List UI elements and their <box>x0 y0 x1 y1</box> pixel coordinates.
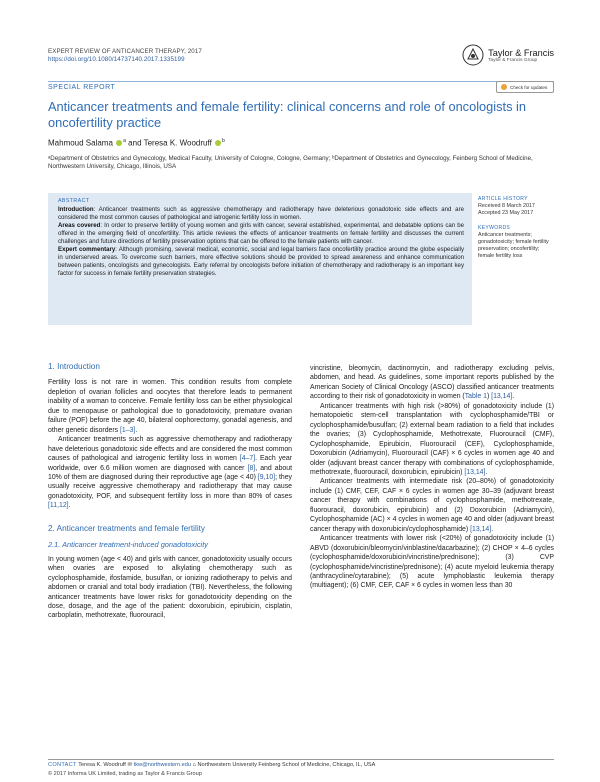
citation-link[interactable]: [8] <box>247 464 256 472</box>
accepted-date: Accepted 23 May 2017 <box>478 210 534 217</box>
abstract-expert: : Although promising, several medical, economic, social and legal barriers face oncofertility practice around the globe especially in underserved areas. To overcome such barriers, more effective solutions should be provided to spread awareness and enhance communication between patients, oncologists and gynecologists. Early referral by oncologists before initiation of chemotherapy and radiotherapy is an important key factor for success in female fertility preservation strategies. <box>58 245 464 277</box>
header-rule <box>48 81 554 82</box>
abstract-label: ABSTRACT <box>58 198 90 204</box>
publisher-emblem-icon <box>462 44 484 66</box>
history-label: ARTICLE HISTORY <box>478 196 528 202</box>
publisher-group: Taylor & Francis Group <box>488 57 538 63</box>
author-2-affil: b <box>222 138 225 144</box>
subsection-heading-2-1: 2.1. Anticancer treatment-induced gonadotoxicity <box>48 540 208 550</box>
author-and: and <box>128 138 142 148</box>
doi-link[interactable]: https://doi.org/10.1080/14737140.2017.1335199 <box>48 56 185 63</box>
footer-rule <box>48 759 554 760</box>
paragraph: In young women (age < 40) and girls with cancer, gonadotoxicity usually occurs when ovaries are exposed to alkylating chemotherapy such as cyclophosphamide, ifosfamide, busulfan, or ionizing radiotherapy to pelvis and abdomen or cranial and total body irradiation (TBI). Nevertheless, the following anticancer treatments have lower risks for gonadotoxicity depending on the dose, dosage, and the age of the patient: doxorubicin, epirubicin, cisplatin, carboplatin, methotrexate, fluorouracil, <box>48 555 292 620</box>
citation-link[interactable]: [13,14] <box>491 393 513 401</box>
email-icon: ✉ <box>127 762 133 768</box>
contact-name: Teresa K. Woodruff <box>78 762 126 768</box>
covered-label: Areas covered <box>58 221 101 229</box>
section-label: SPECIAL REPORT <box>48 84 116 91</box>
author-1-affil: a <box>123 138 126 144</box>
citation-link[interactable]: [4–7] <box>239 455 256 463</box>
abstract-covered: : In order to preserve fertility of young women and girls with cancer, several established, experimental, and debatable options can be offered in the emerging field of oncofertility. This article reviews the effects of anticancer treatments on female fertility and discusses the current challenges and future directions of fertility preservation options that can be offered to the female patients with cancer. <box>58 221 464 245</box>
citation-link[interactable]: [11,12] <box>48 502 69 510</box>
body-right-column <box>310 364 554 591</box>
abstract <box>58 198 464 278</box>
author-2: Teresa K. Woodruff <box>143 138 212 148</box>
paragraph: Anticancer treatments with high risk (>80%) of gonadotoxicity include (1) hematopoietic stem-cell transplantation with cyclophosphamide/TBI or cyclophosphamide/busulfan; (2) external beam radiation to a field that includes the ovaries; (3) Cyclophosphamide, Methotrexate, Fluorouracil (CMF), Cyclophosphamide, Epirubicin, Fluorouracil (CEF), Cyclophosphamide, Doxorubicin (Adriamycin), Fluorouracil (CAF) × 6 cycles in women age 40 and older (adjuvant breast cancer therapy with combinations of cyclophosphamide, methotrexate, fluorouracil, doxorubicin, epirubicin) [13,14]. <box>310 402 554 476</box>
updates-icon <box>501 84 507 90</box>
journal-header <box>48 48 202 64</box>
orcid-icon[interactable] <box>116 140 122 146</box>
citation-link[interactable]: [1–3] <box>120 426 136 434</box>
paragraph: vincristine, bleomycin, dactinomycin, and radiotherapy excluding pelvis, abdomen, and head. As guidelines, some important reports published by the American Society of Clinical Oncology (ASCO) classified anticancer treatments according to their risk of gonadotoxicity in women (Table 1) [13,14]. <box>310 365 554 401</box>
abstract-intro: : Anticancer treatments such as aggressive chemotherapy and radiotherapy have deleterious gonadotoxic side effects and are considered the most common causes of pathological and iatrogenic fertility loss in women. <box>58 205 464 221</box>
paragraph: Anticancer treatments such as aggressive chemotherapy and radiotherapy have deleterious gonadotoxic side effects and are considered the most common causes of pathological and iatrogenic fertility loss in women [4–7]. Each year worldwide, over 6.6 million women are diagnosed with cancer [8], and about 10% of them are diagnosed during their reproductive age (age < 40) [9,10]; they usually receive aggressive chemotherapy and radiotherapy that may cause gonadotoxicity, POF, and subsequent fertility loss in more than 80% of cases [11,12]. <box>48 436 293 510</box>
author-1: Mahmoud Salama <box>48 138 113 148</box>
contact-address: Northwestern University Feinberg School of Medicine, Chicago, IL, USA <box>197 762 376 768</box>
contact-line <box>48 762 375 768</box>
contact-email[interactable]: tkw@northwestern.edu <box>133 762 191 768</box>
paragraph: Anticancer treatments with lower risk (<20%) of gonadotoxicity include (1) ABVD (doxorubicin/bleomycin/vinblastine/dacarbazine); (2) CHOP × 4–6 cycles (cyclophosphamide/doxorubicin/vincristine/prednisone); (3) CVP (cyclophosphamide/vincristine/prednisone); (4) acute myeloid leukemia therapy (anthracycline/cytarabine); (5) acute lymphoblastic leukemia therapy (multiagent); (6) CMF, CEF, CAF × 6 cycles in women less than 30 <box>310 535 554 590</box>
section-heading-2: 2. Anticancer treatments and female fertility <box>48 523 206 533</box>
citation-link[interactable]: [13,14] <box>464 468 486 476</box>
check-updates-button[interactable] <box>496 81 554 93</box>
contact-label: CONTACT <box>48 762 77 768</box>
orcid-icon[interactable] <box>215 140 221 146</box>
address-icon: ⌂ <box>192 762 196 768</box>
publisher-name: Taylor & Francis <box>488 47 554 58</box>
journal-name: EXPERT REVIEW OF ANTICANCER THERAPY, 2017 <box>48 48 202 55</box>
author-list <box>48 138 225 148</box>
received-date: Received 8 March 2017 <box>478 203 535 210</box>
publisher-logo <box>462 44 554 66</box>
keywords: Anticancer treatments; gonadotoxicity; female fertility preservation; oncofertility; female fertility loss <box>478 231 549 260</box>
section-heading-intro: 1. Introduction <box>48 362 100 371</box>
table-link[interactable]: Table 1 <box>464 393 487 401</box>
intro-label: Introduction <box>58 205 94 213</box>
article-history <box>478 196 556 261</box>
expert-label: Expert commentary <box>58 245 116 253</box>
citation-link[interactable]: [13,14] <box>470 525 492 533</box>
keywords-label: KEYWORDS <box>478 224 511 231</box>
citation-link[interactable]: [9,10] <box>257 473 276 481</box>
check-updates-label: Check for updates <box>510 84 548 90</box>
copyright: © 2017 Informa UK Limited, trading as Taylor & Francis Group <box>48 771 202 777</box>
paragraph: Fertility loss is not rare in women. This condition results from complete depletion of ovarian follicles and oocytes that therefore leads to permanent inability of a woman to conceive. Female fertility loss can be either physiological due to menopause or pathological due to gonadotoxicity, premature ovarian failure (POF) before the age 40, bilateral oophorectomy, gonadal agenesis, and other genetic disorders [1–3]. <box>48 379 292 434</box>
affiliations: ᵃDepartment of Obstetrics and Gynecology, Medical Faculty, University of Cologne, Cologne, Germany; ᵇDepartment of Obstetrics and Gynecology, Feinberg School of Medicine, Northwestern University, Chicago, Illinois, USA <box>48 155 533 171</box>
paragraph: Anticancer treatments with intermediate risk (20–80%) of gonadotoxicity include (1) CMF, CEF, CAF × 6 cycles in women age 30–39 (adjuvant breast cancer therapy with combinations of cyclophosphamide, methotrexate, fluorouracil, doxorubicin, epirubicin) and (2) Doxorubicin (Adriamycin), Cyclophosphamide (AC) × 4 cycles in women age 40 and older (adjuvant breast cancer therapy with doxorubicin/cyclophosphamide) [13,14]. <box>310 478 554 533</box>
body-left-column <box>48 362 292 621</box>
article-title: Anticancer treatments and female fertility: clinical concerns and role of oncologists in oncofertility practice <box>48 99 526 130</box>
